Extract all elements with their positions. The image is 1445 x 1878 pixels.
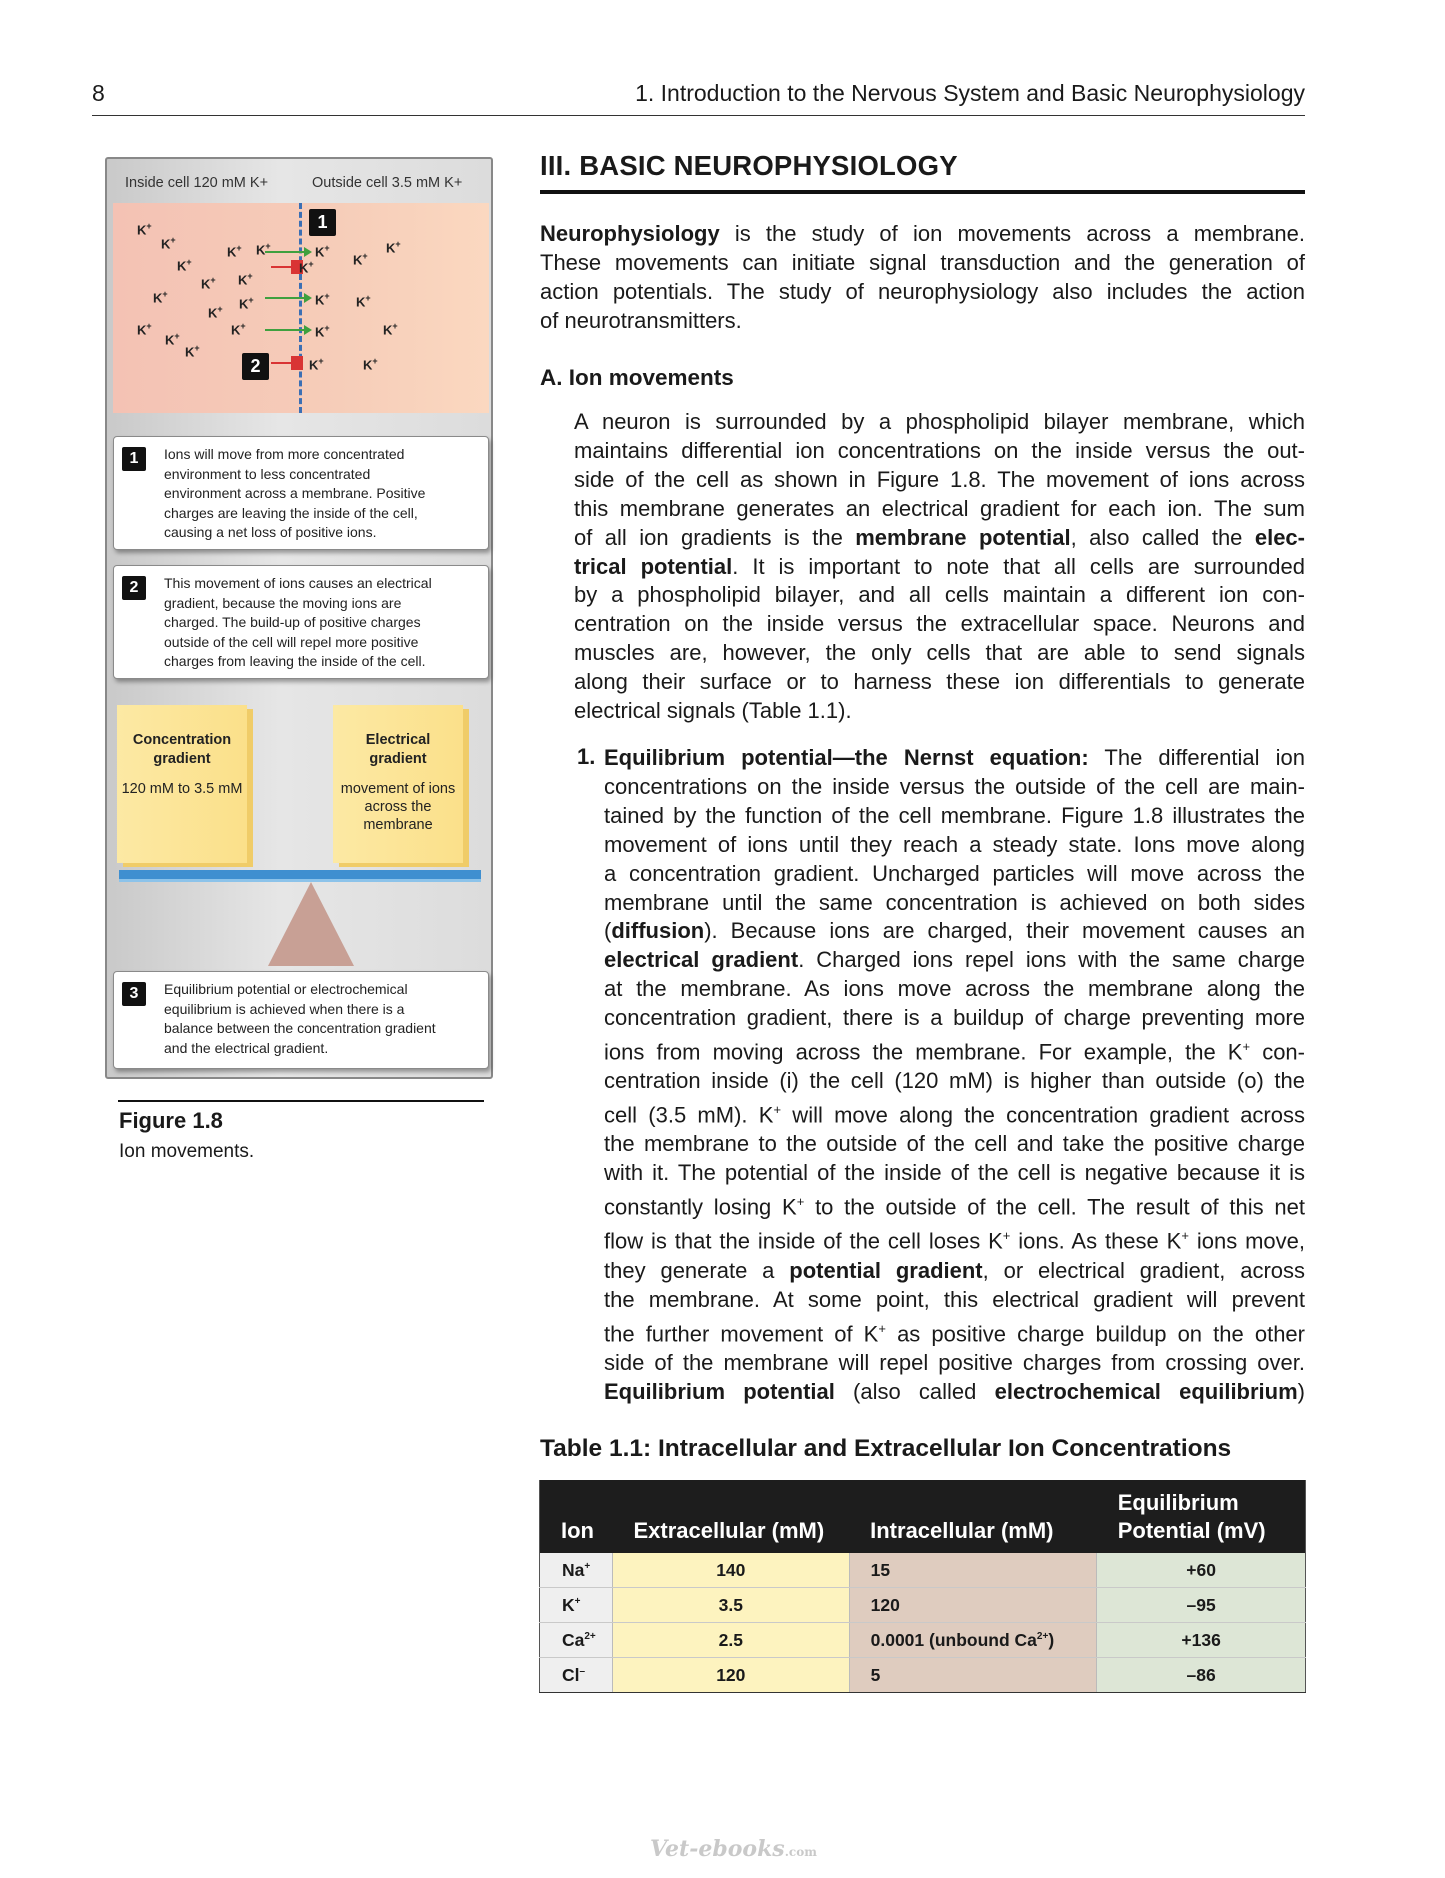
ion-k: K+ <box>386 239 401 256</box>
table-row: $Ca^{2+}$ 2.5 0.0001 (unbound $Ca^{2+}$) +136 <box>540 1623 1306 1658</box>
ion-k: K+ <box>177 257 192 274</box>
ion-k: K+ <box>309 356 324 373</box>
ion-movements-paragraph: A neuron is surrounded by a phospholipid bilayer membrane, which maintains differential ion concentrations on the inside versus the out- side of the cell as shown in Figure 1.8. The movement of ions across this membrane generates an electrical gradient for each ion. The sum of all ion gradients is the membrane potential, also called the elec- trical potential. It is important to note that all cells are surrounded by a phospholipid bilayer, and all cells maintain a different ion con- centration on the inside versus the extracellular space. Neurons and muscles are, however, the only cells that are able to send signals along their surface or to harness these ion differentials to generate electrical signals (Table 1.1). <box>574 409 1305 724</box>
table-row: K+ 3.5 120 –95 <box>540 1588 1306 1623</box>
ion-flow-arrow <box>265 297 305 299</box>
blocked-flow-marker <box>291 356 303 370</box>
ion-k: K+ <box>137 321 152 338</box>
figure-note-2 <box>113 565 489 679</box>
table-title: Table 1.1: Intracellular and Extracellular Ion Concentrations <box>540 1435 1232 1462</box>
ion-concentration-table <box>539 1480 1306 1693</box>
ion-k: K+ <box>315 243 330 260</box>
ion-k: K+ <box>208 304 223 321</box>
outside-cell-label: Outside cell 3.5 mM K+ <box>312 175 463 191</box>
list-number: 1. <box>577 744 596 769</box>
page-number: 8 <box>92 80 105 106</box>
header-ion: Ion <box>540 1480 613 1553</box>
ion-k: K+ <box>256 241 271 258</box>
ion-k: K+ <box>383 321 398 338</box>
figure-rule <box>118 1100 484 1102</box>
ion-k: K+ <box>137 221 152 238</box>
header-equilibrium: Equilibrium Potential (mV) <box>1097 1480 1306 1553</box>
figure-note-3 <box>113 971 489 1069</box>
ion-k: K+ <box>239 295 254 312</box>
step-badge-2: 2 <box>242 353 269 380</box>
ion-k: K+ <box>315 291 330 308</box>
ion-k: K+ <box>363 356 378 373</box>
inside-cell-label: Inside cell 120 mM K+ <box>125 175 269 191</box>
ion-k: K+ <box>353 251 368 268</box>
cell-membrane-diagram <box>113 203 489 413</box>
note-text-2: This movement of ions causes an electrical gradient, because the moving ions are charged. The build-up of positive charges outside of the cell will repel more positive charges from leaving the inside of the cell. <box>164 575 432 669</box>
section-rule <box>540 190 1305 194</box>
note-text-3: Equilibrium potential or electrochemical equilibrium is achieved when there is a balance between the concentration gradient and the electrical gradient. <box>164 981 436 1056</box>
ion-k: K+ <box>185 343 200 360</box>
ion-k: K+ <box>153 289 168 306</box>
table-header-row <box>540 1480 1306 1553</box>
concentration-gradient-block: Concentration gradient 120 mM to 3.5 mM <box>117 705 247 863</box>
figure-caption: Ion movements. <box>119 1141 255 1162</box>
ion-k: K+ <box>231 321 246 338</box>
note-badge-3: 3 <box>122 982 146 1006</box>
balance-fulcrum <box>268 882 354 966</box>
note-badge-1: 1 <box>122 447 146 471</box>
step-badge-1: 1 <box>309 209 336 236</box>
ion-k: K+ <box>201 275 216 292</box>
ion-flow-arrow <box>265 329 305 331</box>
header-rule <box>92 115 1305 116</box>
ion-k: K+ <box>227 243 242 260</box>
ion-k: K+ <box>161 235 176 252</box>
watermark: Vet-ebooks.com <box>650 1836 817 1862</box>
chapter-title: 1. Introduction to the Nervous System and Basic Neurophysiology <box>635 80 1305 106</box>
figure-label: Figure 1.8 <box>119 1108 223 1133</box>
subsection-heading: A. Ion movements <box>540 365 734 390</box>
ion-k: K+ <box>356 293 371 310</box>
table-row: Cl– 120 5 –86 <box>540 1658 1306 1693</box>
figure-note-1 <box>113 436 489 550</box>
ion-flow-arrow <box>265 251 305 253</box>
ion-k: K+ <box>165 331 180 348</box>
ion-k: K+ <box>315 323 330 340</box>
figure-panel <box>105 157 493 1079</box>
section-heading: III. BASIC NEUROPHYSIOLOGY <box>540 150 958 181</box>
balance-beam <box>119 870 481 882</box>
header-intracellular: Intracellular (mM) <box>849 1480 1097 1553</box>
note-text-1: Ions will move from more concentrated environment to less concentrated environment across a membrane. Positive charges are leaving the inside of the cell, causing a net loss of positive ions. <box>164 446 426 540</box>
electrical-gradient-block: Electrical gradient movement of ions across the membrane <box>333 705 463 863</box>
ion-k: K+ <box>299 259 314 276</box>
note-badge-2: 2 <box>122 576 146 600</box>
table-row: Na+ 140 15 +60 <box>540 1553 1306 1588</box>
ion-k: K+ <box>238 271 253 288</box>
intro-paragraph: Neurophysiology is the study of ion movements across a membrane. These movements can initiate signal transduction and the generation of action potentials. The study of neurophysiology also includes the action of neurotransmitters. <box>540 221 1305 333</box>
equilibrium-paragraph: Equilibrium potential—the Nernst equation: The differential ion concentrations on the inside versus the outside of the cell are main- tained by the function of the cell membrane. Figure 1.8 illustrates the movement of ions until they reach a steady state. Ions move along a concentration gradient. Uncharged particles will move across the membrane until the same concentration is achieved on both sides (diffusion). Because ions are charged, their movement causes an electrical gradient. Charged ions repel ions with the same charge at the membrane. As ions move across the membrane along the concentration gradient, there is a buildup of charge preventing more ions from moving across the membrane. For example, the K+ con- centration inside (i) the cell (120 mM) is higher than outside (o) the cell (3.5 mM). K+ will move along the concentration gradient across the membrane to the outside of the cell and take the positive charge with it. The potential of the inside of the cell is negative because it is constantly losing K+ to the outside of the cell. The result of this net flow is that the inside of the cell loses K+ ions. As these K+ ions move, they generate a potential gradient, or electrical gradient, across the membrane. At some point, this electrical gradient will prevent the further movement of K+ as positive charge buildup on the other side of the membrane will repel positive charges from crossing over. Equilibrium potential (also called electrochemical equilibrium) <box>604 745 1306 1404</box>
header-extracellular: Extracellular (mM) <box>612 1480 849 1553</box>
membrane-line <box>299 203 302 413</box>
